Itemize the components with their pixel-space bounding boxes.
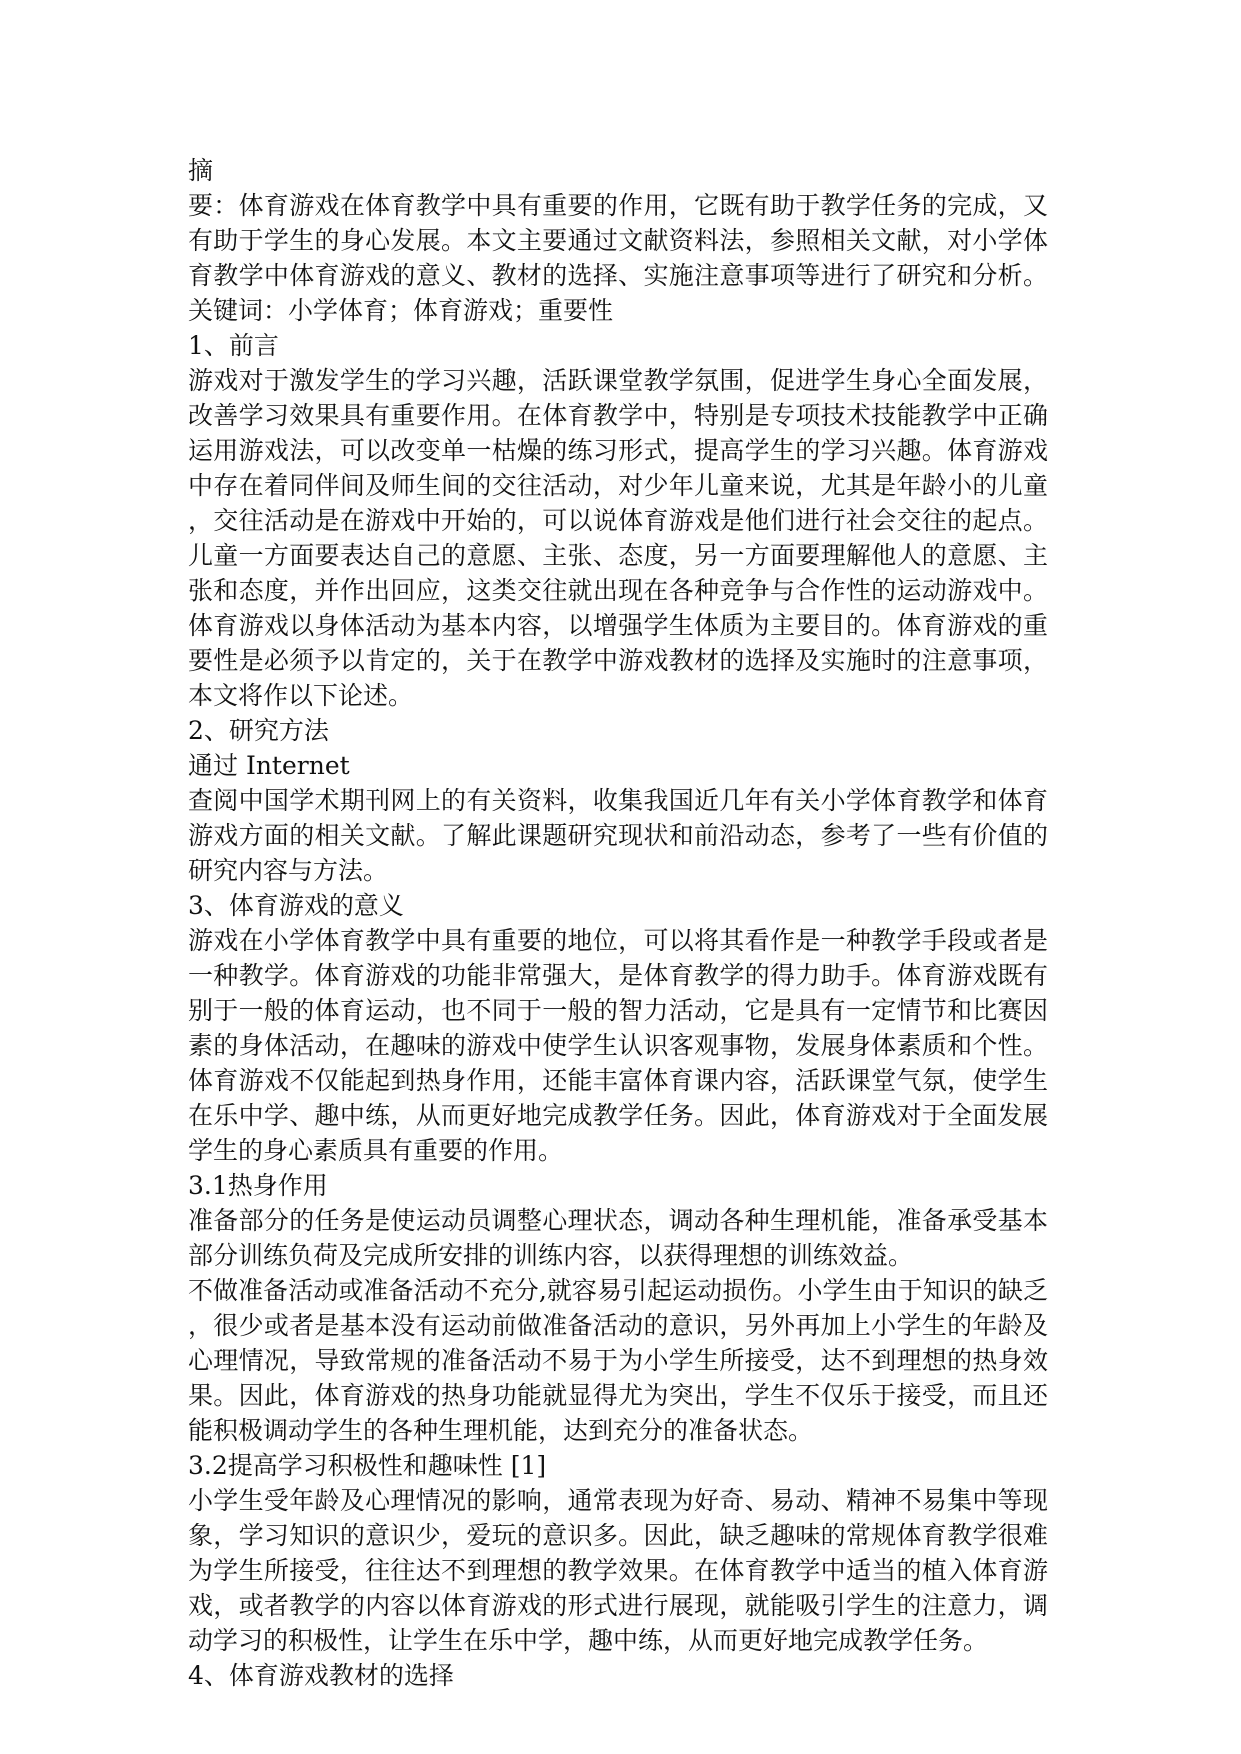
section-heading-meaning: 3、体育游戏的意义 (188, 891, 404, 920)
paragraph-line: ，交往活动是在游戏中开始的，可以说体育游戏是他们进行社会交往的起点。 (188, 506, 1048, 535)
paragraph-line: 为学生所接受，往往达不到理想的教学效果。在体育教学中适当的植入体育游 (188, 1556, 1048, 1585)
paragraph-line: 游戏对于激发学生的学习兴趣，活跃课堂教学氛围，促进学生身心全面发展， (188, 366, 1048, 395)
section-heading-materials: 4、体育游戏教材的选择 (188, 1661, 454, 1690)
abstract-line-3: 育教学中体育游戏的意义、教材的选择、实施注意事项等进行了研究和分析。 (188, 261, 1048, 290)
abstract-line-2: 有助于学生的身心发展。本文主要通过文献资料法，参照相关文献，对小学体 (188, 226, 1048, 255)
paragraph-line-last: 学生的身心素质具有重要的作用。 (188, 1136, 564, 1165)
paragraph-line-last: 动学习的积极性，让学生在乐中学，趣中练，从而更好地完成教学任务。 (188, 1626, 989, 1655)
section-heading-method: 2、研究方法 (188, 716, 329, 745)
keywords-line: 关键词：小学体育；体育游戏；重要性 (188, 296, 614, 325)
paragraph-line: 游戏方面的相关文献。了解此课题研究现状和前沿动态，参考了一些有价值的 (188, 821, 1048, 850)
paragraph-line: 运用游戏法，可以改变单一枯燥的练习形式，提高学生的学习兴趣。体育游戏 (188, 436, 1048, 465)
paragraph-line: 心理情况，导致常规的准备活动不易于为小学生所接受，达不到理想的热身效 (188, 1346, 1048, 1375)
paragraph-line: 不做准备活动或准备活动不充分,就容易引起运动损伤。小学生由于知识的缺乏 (188, 1276, 1048, 1305)
paragraph-line: 中存在着同伴间及师生间的交往活动，对少年儿童来说，尤其是年龄小的儿童 (188, 471, 1048, 500)
paragraph-line: 儿童一方面要表达自己的意愿、主张、态度，另一方面要理解他人的意愿、主 (188, 541, 1048, 570)
paragraph-line: 准备部分的任务是使运动员调整心理状态，调动各种生理机能，准备承受基本 (188, 1206, 1048, 1235)
paragraph-line: 查阅中国学术期刊网上的有关资料，收集我国近几年有关小学体育教学和体育 (188, 786, 1048, 815)
paragraph-line: 象，学习知识的意识少，爱玩的意识多。因此，缺乏趣味的常规体育教学很难 (188, 1521, 1048, 1550)
paragraph-line-last: 部分训练负荷及完成所安排的训练内容，以获得理想的训练效益。 (188, 1241, 914, 1270)
paragraph-line: 张和态度，并作出回应，这类交往就出现在各种竞争与合作性的运动游戏中。 (188, 576, 1048, 605)
paragraph-line: 在乐中学、趣中练，从而更好地完成教学任务。因此，体育游戏对于全面发展 (188, 1101, 1048, 1130)
paragraph-line: 别于一般的体育运动，也不同于一般的智力活动，它是具有一定情节和比赛因 (188, 996, 1048, 1025)
paragraph-line: ，很少或者是基本没有运动前做准备活动的意识，另外再加上小学生的年龄及 (188, 1311, 1048, 1340)
paragraph-line: 改善学习效果具有重要作用。在体育教学中，特别是专项技术技能教学中正确 (188, 401, 1048, 430)
subsection-heading-interest: 3.2提高学习积极性和趣味性 [1] (188, 1451, 547, 1480)
paragraph-line-last: 研究内容与方法。 (188, 856, 389, 885)
subsection-heading-warmup: 3.1热身作用 (188, 1171, 328, 1200)
abstract-line-1: 要：体育游戏在体育教学中具有重要的作用，它既有助于教学任务的完成，又 (188, 191, 1048, 220)
document-page (188, 153, 1048, 1693)
paragraph-line: 素的身体活动，在趣味的游戏中使学生认识客观事物，发展身体素质和个性。 (188, 1031, 1048, 1060)
paragraph-line-last: 本文将作以下论述。 (188, 681, 414, 710)
abstract-char-1: 摘 (188, 156, 214, 185)
paragraph-line: 小学生受年龄及心理情况的影响，通常表现为好奇、易动、精神不易集中等现 (188, 1486, 1048, 1515)
paragraph-line: 一种教学。体育游戏的功能非常强大，是体育教学的得力助手。体育游戏既有 (188, 961, 1048, 990)
paragraph-line: 通过 Internet (188, 751, 350, 780)
paragraph-line: 游戏在小学体育教学中具有重要的地位，可以将其看作是一种教学手段或者是 (188, 926, 1048, 955)
paragraph-line: 体育游戏不仅能起到热身作用，还能丰富体育课内容，活跃课堂气氛，使学生 (188, 1066, 1048, 1095)
paragraph-line: 戏，或者教学的内容以体育游戏的形式进行展现，就能吸引学生的注意力，调 (188, 1591, 1048, 1620)
paragraph-line: 要性是必须予以肯定的，关于在教学中游戏教材的选择及实施时的注意事项， (188, 646, 1048, 675)
paragraph-line: 果。因此，体育游戏的热身功能就显得尤为突出，学生不仅乐于接受，而且还 (188, 1381, 1048, 1410)
section-heading-intro: 1、前言 (188, 331, 279, 360)
paragraph-line: 体育游戏以身体活动为基本内容，以增强学生体质为主要目的。体育游戏的重 (188, 611, 1048, 640)
paragraph-line-last: 能积极调动学生的各种生理机能，达到充分的准备状态。 (188, 1416, 814, 1445)
